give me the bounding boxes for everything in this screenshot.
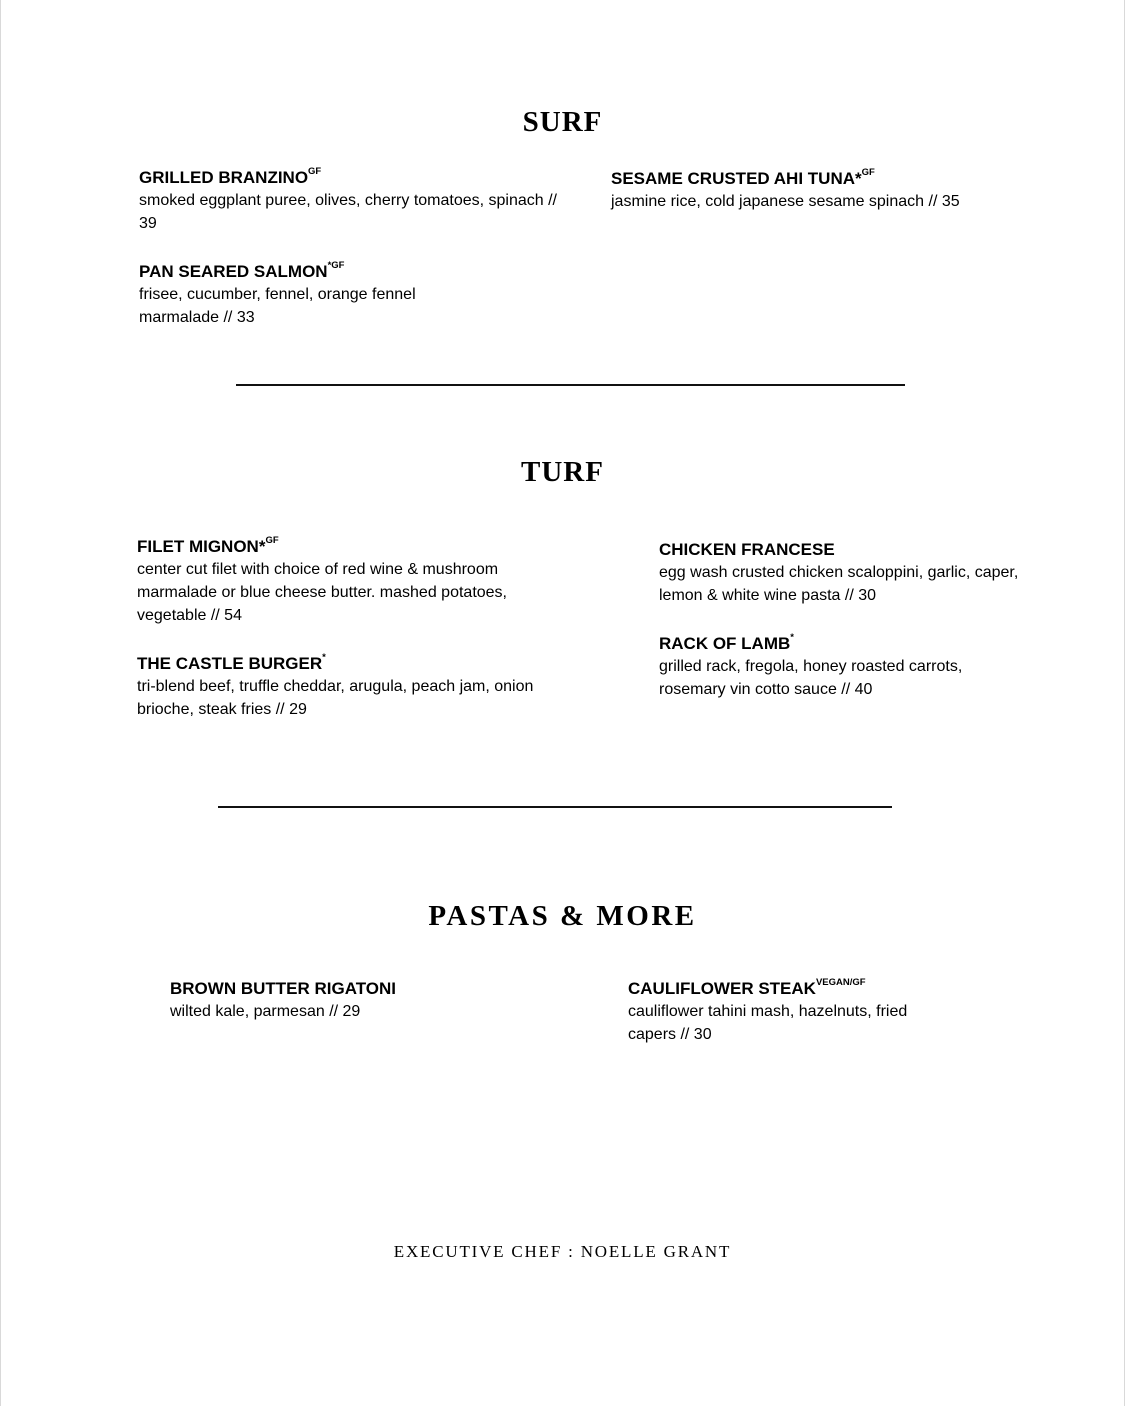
dietary-mark: GF [308, 166, 322, 178]
item-name: FILET MIGNON*$^{GF}$ [137, 535, 279, 556]
menu-item-chicken-francese [659, 539, 1019, 607]
item-description: grilled rack, fregola, honey roasted carrots, rosemary vin cotto sauce // 40 [659, 658, 963, 698]
item-name: PAN SEARED $SALMON^{*GF}$ [139, 260, 345, 281]
item-description: wilted kale, parmesan // 29 [170, 1003, 361, 1020]
dietary-mark: VEGAN/GF [815, 977, 866, 989]
item-name: THE CASTLE BURGER* [137, 652, 326, 673]
pastas-section-title: PASTAS & MORE [428, 900, 697, 932]
item-description: smoked eggplant puree, olives, cherry tomatoes, spinach // 39 [139, 192, 557, 232]
dietary-mark: *GF [327, 260, 345, 272]
item-description: frisee, cucumber, fennel, orange fennel marmalade // 33 [139, 286, 416, 326]
item-description: tri-blend beef, truffle cheddar, arugula, peach jam, onion brioche, steak fries // 29 [137, 678, 534, 718]
section-divider [236, 384, 905, 386]
menu-item-grilled-branzino [139, 167, 559, 235]
dietary-mark: GF [265, 535, 279, 547]
item-name: BROWN BUTTER RIGATONI [170, 979, 397, 998]
menu-item-cauliflower-steak [628, 978, 928, 1046]
executive-chef-credit: EXECUTIVE CHEF : NOELLE GRANT [393, 1242, 732, 1261]
item-name: CHICKEN FRANCESE [659, 540, 835, 559]
item-description: egg wash crusted chicken scaloppini, garlic, caper, lemon & white wine pasta // 30 [659, 564, 1019, 604]
dietary-mark: GF [861, 167, 875, 179]
item-name: GRILLED $BRANZINO^{GF}$ [139, 166, 322, 187]
menu-item-sesame-crusted-ahi-tuna [611, 168, 1041, 213]
item-description: center cut filet with choice of red wine & mushroom marmalade or blue cheese butter. mashed potatoes, vegetable // 54 [137, 561, 507, 624]
dietary-mark: * [790, 632, 794, 644]
item-name: SESAME CRUSTED AHI TUNA*$^{GF}$ [611, 167, 875, 188]
menu-item-pan-seared-salmon [139, 261, 469, 329]
menu-item-rack-of-lamb [659, 633, 1019, 701]
menu-item-brown-butter-rigatoni [170, 978, 570, 1023]
dietary-mark: * [322, 652, 326, 664]
menu-item-filet-mignon [137, 536, 557, 627]
item-description: cauliflower tahini mash, hazelnuts, fried capers // 30 [628, 1003, 908, 1043]
turf-section-title: TURF [521, 456, 604, 488]
item-name: RACK OF LAMB* [659, 632, 794, 653]
item-name: CAULIFLOWER $STEAK^{VEGAN/GF}$ [628, 977, 866, 998]
item-description: jasmine rice, cold japanese sesame spinach // 35 [611, 193, 960, 210]
menu-item-the-castle-burger [137, 653, 557, 721]
surf-section-title: SURF [522, 106, 603, 138]
page-edge-left [0, 0, 1, 1406]
section-divider [218, 806, 892, 808]
